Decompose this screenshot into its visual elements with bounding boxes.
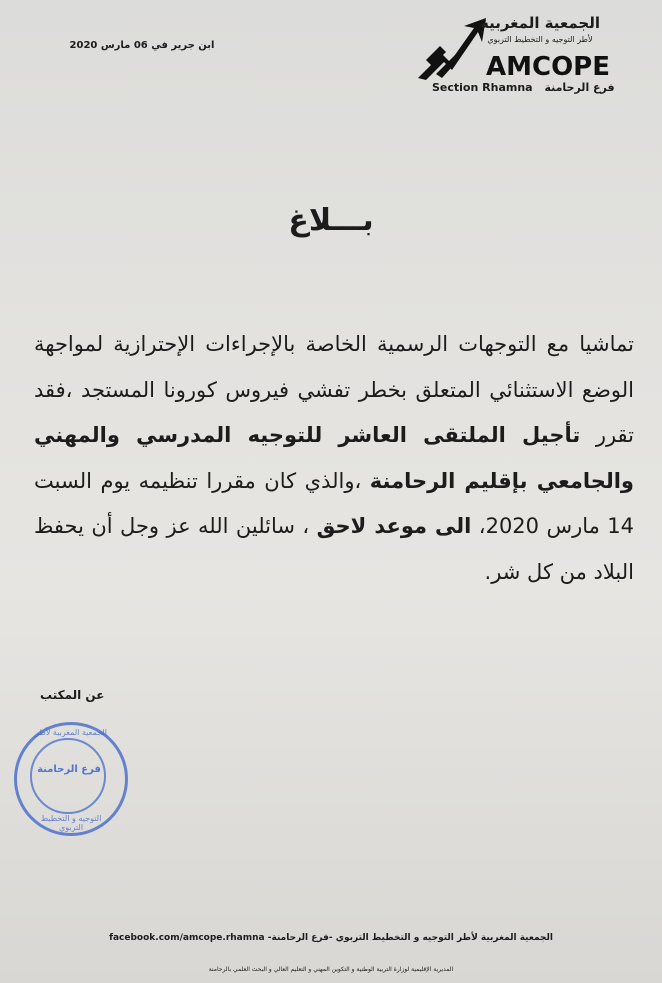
document-title: بـــلاغ (288, 203, 374, 238)
document-date: ابن جرير في 06 مارس 2020 (69, 40, 215, 51)
footer-line-1 (0, 933, 662, 943)
amcope-logo (412, 14, 627, 100)
logo-wordmark: AMCOPE (486, 52, 610, 82)
body-bold-postponed: الى موعد لاحق (316, 514, 472, 538)
body-bold-decision: تأجيل الملتقى العاشر للتوجيه المدرسي والمهني والجامعي بإقليم الرحامنة (34, 423, 634, 493)
section-latin: Section Rhamna (432, 81, 533, 94)
logo-section-line (432, 81, 622, 94)
stamp-top-text: الجمعية المغربية لأطر (35, 728, 107, 737)
stamp-bottom-text: التوجيه و التخطيط التربوي (40, 814, 102, 832)
official-stamp (14, 722, 128, 836)
body-part-1: تماشيا مع التوجهات الرسمية الخاصة بالإجراءات الإحترازية لمواجهة الوضع الاستثنائي المتعلق بخطر تفشي فيروس كورونا المستجد ،فقد تقرر (34, 332, 635, 447)
announcement-body (34, 322, 634, 595)
body-part-3: ، سائلين الله عز وجل أن يحفظ البلاد من كل شر. (34, 514, 634, 584)
footer-association-name: الجمعية المغربية لأطر التوجيه و التخطيط التربوي -فرع الرحامنة- (267, 933, 553, 943)
logo-arabic-subtitle: لأطر التوجيه و التخطيط التربوي (487, 35, 593, 44)
footer-line-2: المديرية الإقليمية لوزارة التربية الوطنية و التكوين المهني و التعليم العالي و البحث العلمي بالرحامنة (208, 966, 454, 973)
footer-facebook-url: facebook.com/amcope.rhamna (109, 933, 265, 943)
logo-arabic-name: الجمعية المغربية (479, 14, 601, 32)
body-part-2: ،والذي كان مقررا تنظيمه يوم السبت 14 مارس 2020، (34, 468, 635, 538)
section-arabic: فرع الرحامنة (544, 81, 615, 94)
stamp-center-text: فرع الرحامنة (37, 764, 101, 775)
signature-label: عن المكتب (40, 688, 105, 702)
stamp-inner-ring (30, 738, 106, 814)
